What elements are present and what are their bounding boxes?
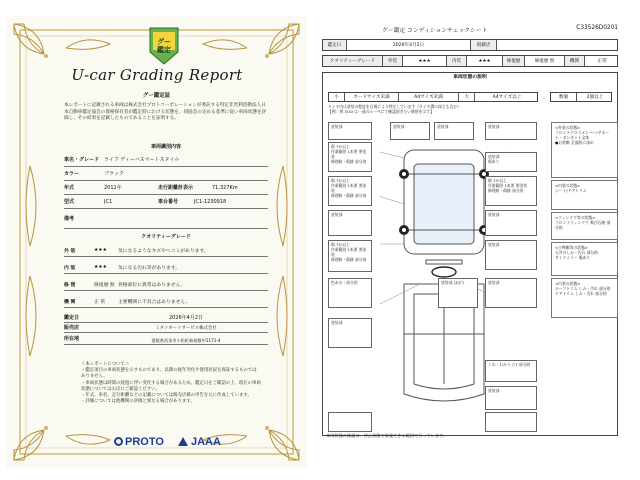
grade-row-repair <box>64 278 268 291</box>
row-label: 鑑定日 <box>64 315 80 321</box>
row-value: 71,327Km <box>212 184 238 191</box>
size-large: 大 <box>459 93 475 101</box>
count-legend <box>550 92 612 102</box>
row-label: 備考 <box>64 216 75 222</box>
date-dealer-row <box>322 39 618 51</box>
condition-box: 塗装部 傷あり <box>485 152 537 172</box>
proto-logo <box>114 436 164 448</box>
engine-value: 正常 <box>597 59 607 64</box>
note-item: ・年式、車名、走行距離などの記載については販売店様の申告を元に作成しています。 <box>81 393 252 399</box>
repair-value: 修復歴 無 <box>525 56 565 66</box>
condition-box: 塗装部 <box>485 386 537 410</box>
row-label: 販売店 <box>64 325 80 331</box>
seller-row <box>64 323 268 333</box>
certificate-intro: 本レポートに記載される車両は株式会社プロトコーポレーションが委託する特定非営利活動法人日本自動車鑑定協会の資格保有者が鑑定時における状態を、同協会の定める基準に従い車両状態を評価し、その結果を記載したものであることを証明する。 <box>64 103 267 122</box>
size-small: 小 <box>329 93 345 101</box>
vehicle-section-heading: 車両識別内容 <box>150 144 181 150</box>
row-value: JC1 <box>104 198 113 205</box>
size-a4-under: A4サイズ未満 <box>399 93 459 101</box>
size-legend <box>328 92 538 102</box>
report-notes <box>81 362 261 405</box>
vehicle-row-remarks <box>64 209 268 229</box>
grading-certificate <box>6 16 307 468</box>
exterior-label: 外装 <box>383 56 403 66</box>
grade-score: 正 常 <box>94 299 106 305</box>
date-label: 鑑定日 <box>323 40 347 50</box>
quality-grade-row <box>322 55 618 67</box>
dealer-label: 掲載店 <box>471 40 497 50</box>
row-value: ブラック <box>104 171 124 177</box>
condition-box: 傷 7か以上 作業範囲 1本要 要塗装 修理跡・傷跡 部分的 <box>328 240 372 272</box>
vehicle-row-model <box>64 195 268 209</box>
condition-box: 傷 7か以上 作業範囲 1本要 要塗装 修理跡・傷跡 部分的 <box>328 142 372 172</box>
row-value: ライフ ディーバスマートスタイル <box>104 157 180 163</box>
status-heading: 車両状態の説明 <box>453 75 487 80</box>
row-label: 車台番号 <box>158 199 179 205</box>
legend-note: タイヤ内は塗装の程度を目視により判定しています（タイヤ溝の深さも含む） 【例：例 3/10 は一部のルーペにて確認頂きたい箇所を示す】 <box>328 104 461 114</box>
condition-box: 塗装部 <box>485 122 537 140</box>
count-two-plus: 2個以上 <box>586 95 604 100</box>
condition-box: 傷 7か以上 作業範囲 1本要 要塗装 修理跡・傷跡 部分的 <box>328 176 372 206</box>
note-item: ・鑑定項目の車両状態を示すものであり、以降の経年劣化や使用状況を保証するものではありません。 <box>81 368 257 380</box>
grade-score: ★★★ <box>94 264 107 270</box>
seller-name: ミタノオートサービス株式会社 <box>155 325 217 331</box>
proto-text: PROTO <box>125 436 164 448</box>
condition-box: 色あせ・部分的 <box>328 278 372 308</box>
grade-label: 内 装 <box>64 265 76 271</box>
inspection-date-row <box>64 313 268 323</box>
row-label: 走行距離計表示 <box>158 185 194 191</box>
grade-label: 機 関 <box>64 299 76 305</box>
certificate-subtitle: グー鑑定証 <box>142 93 171 99</box>
grade-score: ★★★ <box>94 247 107 253</box>
condition-box <box>328 412 372 432</box>
grade-row-interior <box>64 261 268 274</box>
row-label: 所在地 <box>64 336 80 342</box>
condition-box: 塗装部 <box>328 122 372 140</box>
note-item: ・評価については他機関の評価と異なる場合があります。 <box>81 399 195 405</box>
row-label: 型式 <box>64 199 75 205</box>
jaaa-logo <box>178 436 221 448</box>
goo-kantei-badge <box>146 26 182 66</box>
condition-box: 塗装部 ほぼり <box>438 278 478 308</box>
jaaa-icon <box>178 437 188 446</box>
count-several: 数個 <box>551 93 577 101</box>
quality-section-heading: クオリティーグレード <box>141 234 191 240</box>
condition-box: 傷 7か以上 作業範囲 1本要 要塗装 修理跡・傷跡 部分的 <box>485 176 537 206</box>
repair-label: 修復歴 <box>503 56 525 66</box>
sheet-footer-note: 車両状態の確認は、停止状態で実施できる範囲で行っています。 <box>326 433 448 438</box>
condition-box: 塗装部 <box>485 240 537 270</box>
condition-box: 塗装部 <box>328 210 372 236</box>
badge-text: グー 鑑定 <box>157 38 171 54</box>
side-note-accessories: <小物類等の状態> 天井のしみ・汚れ 部分的 サイドミラー 傷あり <box>551 242 618 276</box>
notes-heading: ＜本レポートについて＞ <box>81 362 130 367</box>
row-value: 2011年 <box>104 185 122 191</box>
condition-box: 塗装部 <box>485 278 537 308</box>
grade-desc: 主要機関に不具合はありません。 <box>118 299 191 305</box>
row-label: カラー <box>64 171 80 177</box>
condition-box: 塗装部 <box>328 318 372 348</box>
size-card: カードサイズ未満 <box>345 93 399 101</box>
condition-box: しわ・わかり ○7 部分的 <box>485 360 537 382</box>
sheet-date: 2026年4月2日 <box>347 40 471 50</box>
quality-label: クオリティーグレード <box>323 56 383 66</box>
interior-label: 内装 <box>447 56 467 66</box>
row-label: 年式 <box>64 185 75 191</box>
grade-label: 修 復 <box>64 282 76 288</box>
vehicle-row-color <box>64 167 268 181</box>
condition-check-sheet <box>322 26 618 446</box>
row-label: 車名・グレード <box>64 157 100 163</box>
grade-desc: 気になるようなキズやヘコミがあります。 <box>118 248 209 254</box>
vehicle-row-year <box>64 181 268 195</box>
exterior-grade: ★★★ <box>403 56 447 66</box>
size-a4-over: A4サイズ以上 <box>492 95 522 100</box>
note-item: ・車両状態は時間の経過に伴い変化する場合があるため、鑑定日をご確認の上、現在の車両状態についてはお店にご確認ください。 <box>81 380 261 392</box>
side-note-interior: <内装の状態> シート/ドアトリム <box>551 180 618 210</box>
proto-icon <box>114 437 123 446</box>
grade-label: 外 装 <box>64 248 76 254</box>
side-note-exterior: <外装の状態> フロントクロスメンバー/サポート・ボンネット全体 ●お装飾 全面的に深め <box>551 122 618 178</box>
side-note-window: <ウィンドウ等の状態> フロントウィンドウ 飛び石跡 部分的 <box>551 212 618 240</box>
grade-row-engine <box>64 295 268 308</box>
sheet-id: C33526D0201 <box>576 25 618 31</box>
grade-desc: 骨格部位に異常はありません。 <box>118 282 186 288</box>
condition-box: 塗装部 <box>434 122 474 140</box>
address-row <box>64 333 268 345</box>
grade-row-exterior <box>64 244 268 257</box>
inspection-date: 2026年4月2日 <box>168 315 204 321</box>
row-value: JC1-1230918 <box>194 198 227 205</box>
condition-box <box>485 412 537 432</box>
condition-box: 塗装部 <box>485 210 537 236</box>
certificate-title: U-car Grading Report <box>71 66 243 84</box>
interior-grade: ★★★ <box>467 56 503 66</box>
sheet-title: グー鑑定 コンディションチェックシート <box>382 28 488 34</box>
jaaa-text: JAAA <box>191 436 221 448</box>
grade-desc: 気になる汚れ等があります。 <box>118 265 180 271</box>
engine-label: 機関 <box>565 56 585 66</box>
vehicle-row-name <box>64 153 268 167</box>
condition-box: 塗装部 <box>390 122 430 140</box>
seller-address: 愛媛県西条市小松町新屋敷甲1171-4 <box>151 337 221 343</box>
grade-score: 修復歴 無 <box>94 282 115 288</box>
side-note-trim: <内装の状態> ルーフトリム しみ・汚れ 部分的 ドアトリム しみ・汚れ 部分的 <box>551 278 618 318</box>
